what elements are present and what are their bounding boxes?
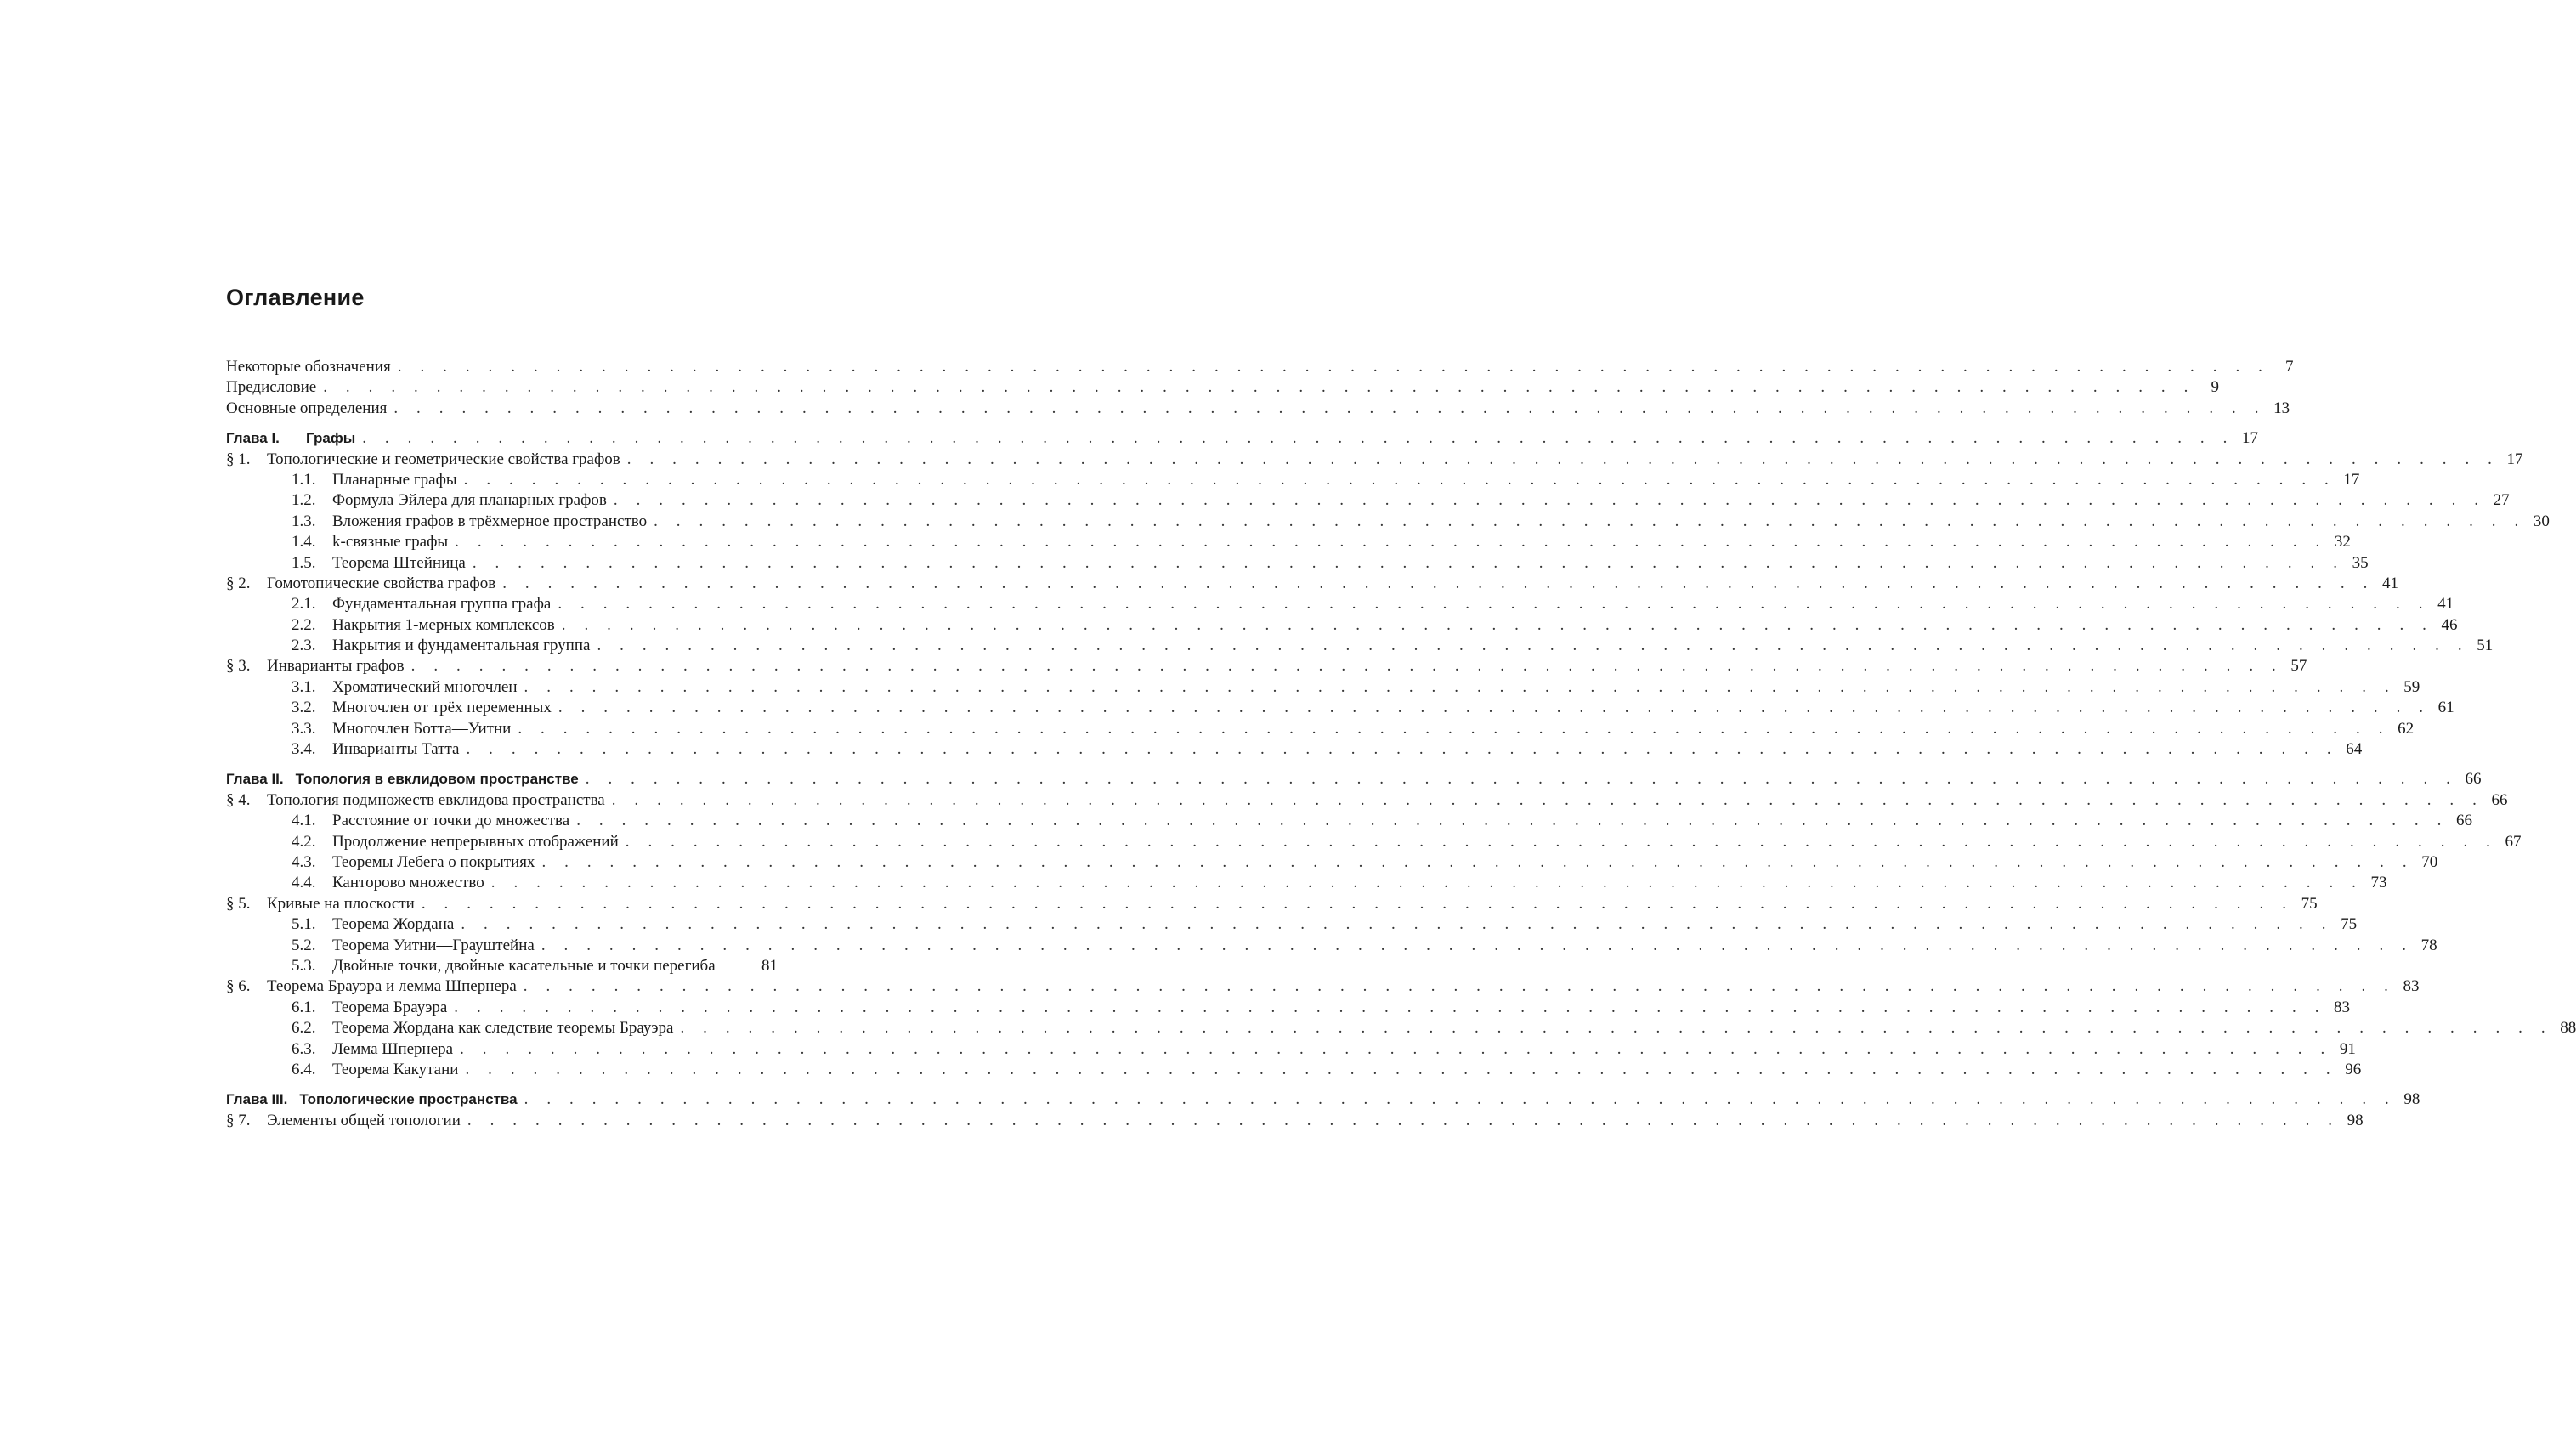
toc-entry-title: Теорема Жордана	[332, 914, 454, 935]
toc-entry-title: Лемма Шпернера	[332, 1039, 453, 1060]
toc-entry-page: 98	[2401, 1089, 2420, 1110]
toc-entry-title: Теорема Какутани	[332, 1060, 458, 1080]
dot-leader	[558, 698, 2431, 718]
dot-leader	[576, 811, 2449, 831]
toc-entry-page: 41	[2380, 574, 2398, 594]
toc-entry-sub[interactable]	[226, 832, 778, 852]
toc-entry-number: 1.1.	[292, 470, 332, 490]
toc-entry-title: Теорема Штейница	[332, 553, 466, 574]
dot-leader	[597, 636, 2469, 656]
toc-entry-sub[interactable]	[226, 615, 778, 636]
toc-entry-number: § 5.	[226, 894, 267, 914]
toc-entry-page: 30	[2531, 512, 2550, 532]
dot-leader	[398, 357, 2270, 377]
toc-entry-front[interactable]	[226, 377, 778, 398]
toc-entry-title: Планарные графы	[332, 470, 457, 490]
toc-entry-section[interactable]	[226, 574, 778, 594]
toc-entry-chapter[interactable]	[226, 1089, 778, 1110]
toc-entry-section[interactable]	[226, 1111, 778, 1131]
dot-leader	[422, 894, 2294, 914]
toc-entry-page: 62	[2395, 719, 2414, 739]
toc-entry-number: § 6.	[226, 976, 267, 997]
toc-entry-number: 3.3.	[292, 719, 332, 739]
toc-entry-sub[interactable]	[226, 636, 778, 656]
toc-entry-sub[interactable]	[226, 470, 778, 490]
toc-entry-number: § 1.	[226, 450, 267, 470]
toc-entry-page: 81	[759, 956, 778, 976]
toc-entry-section[interactable]	[226, 656, 778, 676]
toc-entry-number: § 4.	[226, 790, 267, 811]
toc-entry-page: 91	[2337, 1039, 2356, 1060]
toc-entry-sub[interactable]	[226, 512, 778, 532]
dot-leader	[524, 677, 2397, 698]
toc-entry-title: Теоремы Лебега о покрытиях	[332, 852, 535, 873]
toc-entry-title: Накрытия и фундаментальная группа	[332, 636, 590, 656]
dot-leader	[502, 574, 2375, 594]
toc-entry-page: 61	[2436, 698, 2454, 718]
dot-leader	[612, 790, 2484, 811]
toc-entry-title: k-связные графы	[332, 532, 448, 552]
dot-leader	[362, 428, 2234, 449]
toc-entry-section[interactable]	[226, 976, 778, 997]
toc-entry-page: 67	[2503, 832, 2522, 852]
toc-entry-sub[interactable]	[226, 1060, 778, 1080]
toc-entry-chapter[interactable]	[226, 428, 778, 449]
toc-entry-page: 17	[2341, 470, 2359, 490]
dot-leader	[465, 1060, 2337, 1080]
toc-entry-title: Теорема Жордана как следствие теоремы Брауэра	[332, 1018, 673, 1038]
dot-leader	[541, 852, 2414, 873]
dot-leader	[466, 739, 2338, 760]
toc-entry-number: 1.5.	[292, 553, 332, 574]
dot-leader	[393, 399, 2266, 419]
toc-entry-title: Расстояние от точки до множества	[332, 811, 569, 831]
dot-leader	[626, 832, 2498, 852]
toc-entry-page: 78	[2419, 936, 2437, 956]
dot-leader	[614, 490, 2486, 511]
dot-leader	[524, 1089, 2397, 1110]
toc-entry-number: § 3.	[226, 656, 267, 676]
toc-entry-sub[interactable]	[226, 956, 778, 976]
toc-entry-page: 70	[2419, 852, 2437, 873]
toc-entry-number: 1.3.	[292, 512, 332, 532]
dot-leader	[411, 656, 2284, 676]
toc-entry-page: 41	[2435, 594, 2454, 614]
toc-entry-sub[interactable]	[226, 873, 778, 893]
dot-leader	[627, 450, 2500, 470]
toc-entry-title: Теорема Брауэра	[332, 998, 447, 1018]
toc-entry-chapter[interactable]	[226, 769, 778, 789]
toc-entry-number: 3.2.	[292, 698, 332, 718]
dot-leader	[461, 914, 2333, 935]
table-of-contents	[226, 357, 778, 1131]
toc-entry-sub[interactable]	[226, 594, 778, 614]
toc-entry-sub[interactable]	[226, 914, 778, 935]
toc-entry-sub[interactable]	[226, 811, 778, 831]
toc-entry-title: Топология в евклидовом пространстве	[296, 769, 579, 789]
toc-entry-title: Элементы общей топологии	[267, 1111, 461, 1131]
toc-entry-number: 3.1.	[292, 677, 332, 698]
toc-entry-page: 88	[2557, 1018, 2576, 1038]
dot-leader	[464, 470, 2336, 490]
dot-leader	[491, 873, 2364, 893]
toc-entry-page: 96	[2342, 1060, 2361, 1080]
toc-entry-number: 2.1.	[292, 594, 332, 614]
dot-leader	[323, 377, 2195, 398]
dot-leader	[460, 1039, 2332, 1060]
toc-entry-title: Накрытия 1-мерных комплексов	[332, 615, 555, 636]
toc-entry-number: 4.1.	[292, 811, 332, 831]
dot-leader	[558, 594, 2430, 614]
toc-entry-title: Кривые на плоскости	[267, 894, 415, 914]
dot-leader	[541, 936, 2414, 956]
toc-entry-title: Многочлен от трёх переменных	[332, 698, 552, 718]
toc-entry-page: 57	[2288, 656, 2307, 676]
toc-entry-page: 9	[2200, 377, 2219, 398]
dot-leader	[524, 976, 2396, 997]
toc-entry-page: 66	[2463, 769, 2482, 789]
toc-entry-page: 98	[2345, 1111, 2364, 1131]
toc-entry-title: Топологические и геометрические свойства графов	[267, 450, 620, 470]
dot-leader	[562, 615, 2434, 636]
toc-entry-title: Фундаментальная группа графа	[332, 594, 551, 614]
toc-entry-title: Вложения графов в трёхмерное пространство	[332, 512, 647, 532]
toc-entry-page: 17	[2505, 450, 2523, 470]
toc-entry-title: Канторово множество	[332, 873, 484, 893]
dot-leader	[654, 512, 2526, 532]
toc-entry-sub[interactable]	[226, 553, 778, 574]
toc-entry-title: Предисловие	[226, 377, 316, 398]
toc-entry-page: 66	[2488, 790, 2507, 811]
dot-leader	[467, 1111, 2340, 1131]
page-title: Оглавление	[226, 285, 365, 311]
toc-entry-page: 59	[2401, 677, 2420, 698]
dot-leader	[454, 998, 2326, 1018]
toc-entry-title: Графы	[306, 428, 355, 449]
dot-leader	[680, 1018, 2552, 1038]
toc-entry-front[interactable]	[226, 399, 778, 419]
toc-entry-sub[interactable]	[226, 1039, 778, 1060]
toc-entry-sub[interactable]	[226, 852, 778, 873]
toc-entry-page: 64	[2343, 739, 2362, 760]
toc-entry-page: 83	[2401, 976, 2420, 997]
toc-entry-title: Инварианты графов	[267, 656, 405, 676]
toc-entry-number: 6.2.	[292, 1018, 332, 1038]
toc-entry-front[interactable]	[226, 357, 778, 377]
toc-entry-title: Инварианты Татта	[332, 739, 459, 760]
dot-leader	[586, 769, 2458, 789]
toc-entry-section[interactable]	[226, 790, 778, 811]
toc-entry-page: 66	[2454, 811, 2472, 831]
toc-entry-sub[interactable]	[226, 936, 778, 956]
toc-entry-title: Теорема Уитни—Грауштейна	[332, 936, 535, 956]
toc-entry-page: 83	[2331, 998, 2350, 1018]
toc-entry-sub[interactable]	[226, 998, 778, 1018]
toc-entry-page: 73	[2369, 873, 2387, 893]
toc-entry-sub[interactable]	[226, 698, 778, 718]
toc-entry-title: Основные определения	[226, 399, 387, 419]
toc-entry-title: Гомотопические свойства графов	[267, 574, 495, 594]
toc-entry-page: 17	[2239, 428, 2258, 449]
toc-entry-page: 7	[2275, 357, 2294, 377]
toc-entry-number: 6.4.	[292, 1060, 332, 1080]
toc-entry-sub[interactable]	[226, 719, 778, 739]
toc-entry-number: 4.3.	[292, 852, 332, 873]
toc-entry-number: 3.4.	[292, 739, 332, 760]
toc-entry-title: Хроматический многочлен	[332, 677, 518, 698]
toc-entry-title: Двойные точки, двойные касательные и точки перегиба	[332, 956, 716, 976]
toc-entry-number: 5.3.	[292, 956, 332, 976]
toc-entry-number: 4.2.	[292, 832, 332, 852]
toc-entry-number: Глава I.	[226, 428, 306, 449]
toc-entry-number: 1.4.	[292, 532, 332, 552]
toc-entry-number: Глава III.	[226, 1089, 299, 1110]
toc-entry-title: Формула Эйлера для планарных графов	[332, 490, 607, 511]
toc-entry-title: Многочлен Ботта—Уитни	[332, 719, 511, 739]
toc-entry-number: 5.2.	[292, 936, 332, 956]
toc-entry-page: 35	[2350, 553, 2369, 574]
toc-entry-title: Продолжение непрерывных отображений	[332, 832, 619, 852]
toc-entry-page: 75	[2299, 894, 2318, 914]
toc-entry-number: 6.1.	[292, 998, 332, 1018]
dot-leader	[473, 553, 2345, 574]
toc-entry-sub[interactable]	[226, 1018, 778, 1038]
toc-entry-number: 5.1.	[292, 914, 332, 935]
toc-entry-number: § 7.	[226, 1111, 267, 1131]
toc-entry-page: 32	[2332, 532, 2351, 552]
toc-entry-number: 6.3.	[292, 1039, 332, 1060]
toc-entry-number: 2.3.	[292, 636, 332, 656]
toc-entry-page: 27	[2491, 490, 2510, 511]
toc-entry-number: Глава II.	[226, 769, 296, 789]
toc-entry-section[interactable]	[226, 894, 778, 914]
dot-leader	[518, 719, 2390, 739]
toc-entry-sub[interactable]	[226, 677, 778, 698]
toc-entry-title: Теорема Брауэра и лемма Шпернера	[267, 976, 517, 997]
toc-entry-section[interactable]	[226, 450, 778, 470]
toc-entry-page: 13	[2271, 399, 2290, 419]
toc-entry-number: 4.4.	[292, 873, 332, 893]
toc-entry-sub[interactable]	[226, 532, 778, 552]
toc-entry-page: 51	[2474, 636, 2493, 656]
toc-entry-number: 2.2.	[292, 615, 332, 636]
toc-entry-title: Некоторые обозначения	[226, 357, 391, 377]
toc-entry-title: Топология подмножеств евклидова пространства	[267, 790, 605, 811]
toc-entry-page: 75	[2338, 914, 2357, 935]
toc-entry-number: 1.2.	[292, 490, 332, 511]
dot-leader	[455, 532, 2327, 552]
toc-entry-page: 46	[2439, 615, 2458, 636]
toc-entry-sub[interactable]	[226, 490, 778, 511]
toc-entry-number: § 2.	[226, 574, 267, 594]
toc-entry-title: Топологические пространства	[299, 1089, 517, 1110]
toc-entry-sub[interactable]	[226, 739, 778, 760]
